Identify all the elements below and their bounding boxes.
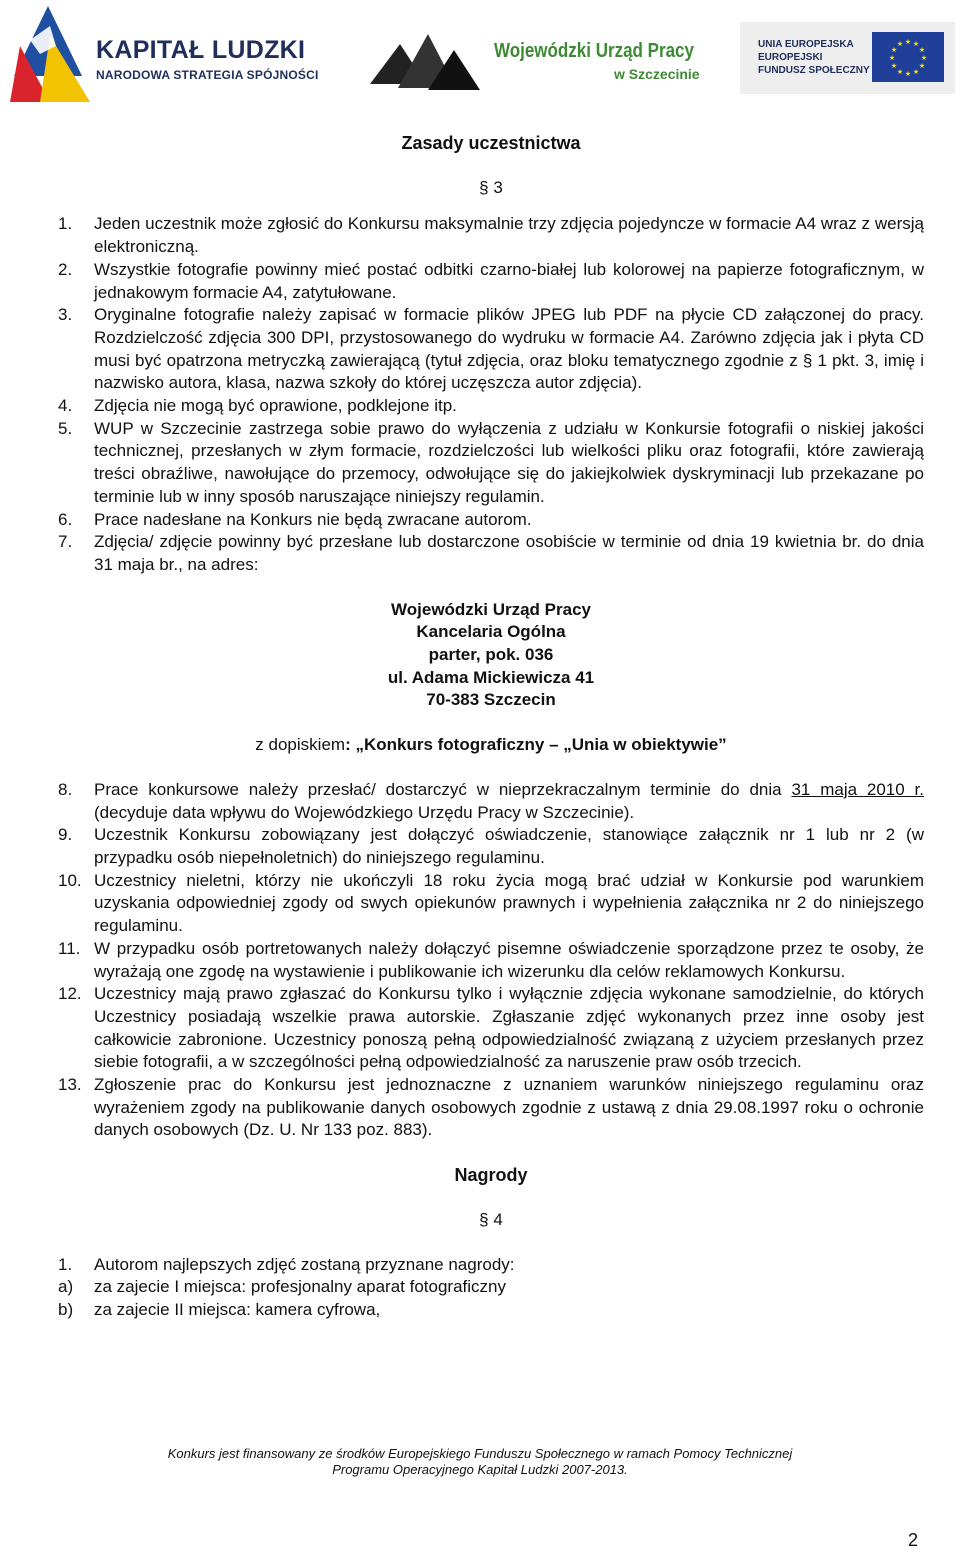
list-item [58,1074,924,1142]
address-line-1: Wojewódzki Urząd Pracy [391,599,591,619]
list-item-number: b) [58,1299,74,1319]
address-note-prefix: z dopiskiem [255,735,346,755]
svg-text:★: ★ [890,46,898,54]
svg-text:★: ★ [890,62,898,70]
section-3-mark: § 3 [479,177,503,197]
eu-line-2: EUROPEJSKI [758,52,823,63]
svg-text:★: ★ [920,54,928,62]
page-footer [0,1446,960,1478]
section-3-list-continued [58,779,924,824]
footer-line-1: Konkurs jest finansowany ze środków Europejskiego Funduszu Społecznego w ramach Pomocy Technicznej [167,1446,793,1461]
list-item-number: 2. [58,259,73,279]
list-item [58,938,924,983]
list-item-number: 3. [58,305,73,325]
list-item-text: Zdjęcia nie mogą być oprawione, podklejone itp. [94,396,457,416]
list-item-number: a) [58,1277,74,1297]
svg-text:★: ★ [888,54,896,62]
page-number: 2 [908,1530,919,1550]
wup-logo-icon [370,26,490,94]
list-item [58,418,924,509]
list-item [58,509,924,532]
list-item-number: 7. [58,532,73,552]
list-item [58,870,924,938]
svg-text:★: ★ [896,40,904,48]
list-item-number: 11. [58,938,81,958]
kapital-ludzki-title: KAPITAŁ LUDZKI [96,36,306,64]
list-item-text: Uczestnicy mają prawo zgłaszać do Konkursu tylko i wyłącznie zdjęcia wykonane samodzielnie, do których Uczestnicy posiadają wszelkie prawa autorskie. Zgłaszanie zdjęć wykonanych przez inne osoby jest całkowicie zabronione. Uczestnicy ponoszą pełną odpowiedzialność związaną z użyciem przesłanych przez siebie fotografii, a w szczególności pełną odpowiedzialność za naruszenie praw osób trzecich. [94,984,924,1072]
svg-text:★: ★ [912,40,920,48]
svg-text:★: ★ [904,70,912,78]
list-item-number: 5. [58,418,73,438]
section-4-title: Nagrody [454,1165,528,1186]
list-item [58,213,924,258]
svg-text:★: ★ [896,68,904,76]
address-block [58,599,924,713]
list-item-number: 10. [58,870,82,890]
list-item-text: Oryginalne fotografie należy zapisać w formacie plików JPEG lub PDF na płycie CD załączonej do pracy. Rozdzielczość zdjęcia 300 DPI, przystosowanego do wydruku w formacie A4. Zarówno zdjęcia jak i płyta CD musi być opatrzona metryczką zawierającą (tytuł zdjęcia, oraz bloku tematycznego zgodnie z § 1 pkt. 3, imię i nazwisko autora, klasa, nazwa szkoły do której uczęszcza autor zdjęcia). [94,305,924,393]
svg-text:★: ★ [912,68,920,76]
footer-line-2: Programu Operacyjnego Kapitał Ludzki 2007-2013. [332,1462,628,1477]
svg-text:★: ★ [918,46,926,54]
list-item-text: WUP w Szczecinie zastrzega sobie prawo do wyłączenia z udziału w Konkursie fotografii o niskiej jakości technicznej, przesłanych w złym formacie, rozdzielczości lub wielkości pliku oraz fotografii, które zawierają treści obraźliwe, nawołujące do przemocy, odwołujące się do jakiejkolwiek dyskryminacji lub przekazane po terminie lub w inny sposób naruszające niniejszy regulamin. [94,418,924,506]
svg-text:★: ★ [904,38,912,46]
list-item-text: za zajecie II miejsca: kamera cyfrowa, [94,1299,381,1319]
list-item-text: Zdjęcia/ zdjęcie powinny być przesłane lub dostarczone osobiście w terminie od dnia 19 kwietnia br. do dnia 31 maja br., na adres: [94,532,924,574]
address-line-2: Kancelaria Ogólna [416,622,566,642]
section-4-list [58,1254,924,1277]
list-item-number: 1. [58,1254,73,1274]
address-line-4: ul. Adama Mickiewicza 41 [387,667,595,687]
list-item-text: Wszystkie fotografie powinny mieć postać odbitki czarno-białej lub kolorowej na papierze fotograficznym, w jednakowym formacie A4, zatytułowane. [94,259,924,302]
list-item-text: Uczestnik Konkursu zobowiązany jest dołączyć oświadczenie, stanowiące załącznik nr 1 lub nr 2 (w przypadku osób niepełnoletnich) do niniejszego regulaminu. [94,825,924,867]
kapital-ludzki-subtitle: NARODOWA STRATEGIA SPÓJNOŚCI [96,68,319,82]
list-item [58,531,924,576]
section-4-mark: § 4 [479,1209,503,1229]
eu-logo-box [740,22,955,94]
list-item-text: za zajecie I miejsca: profesjonalny aparat fotograficzny [94,1277,506,1297]
list-item-number: 1. [58,214,73,234]
list-item [58,1254,924,1277]
eu-text [758,38,870,77]
list-item-text: Zgłoszenie prac do Konkursu jest jednoznaczne z uznaniem warunków niniejszego regulaminu oraz wyrażeniem zgody na publikowanie danych osobowych zgodnie z ustawą z dnia 29.08.1997 roku o ochronie danych osobowych (Dz. U. Nr 133 poz. 883). [94,1075,924,1140]
document-body [58,128,924,1322]
address-line-5: 70-383 Szczecin [426,690,556,710]
list-item-number: 8. [58,779,73,799]
list-item [58,1299,924,1322]
section-3-list [58,213,924,576]
eu-line-3: FUNDUSZ SPOŁECZNY [758,65,870,76]
list-item [58,304,924,395]
list-item-text-end: (decyduje data wpływu do Wojewódzkiego Urzędu Pracy w Szczecinie). [94,802,635,822]
eu-line-1: UNIA EUROPEJSKA [758,39,854,50]
list-item-text: Prace konkursowe należy przesłać/ dostarczyć w nieprzekraczalnym terminie do dnia [94,779,792,799]
page-header [0,0,960,110]
list-item [58,983,924,1074]
list-item [58,824,924,869]
list-item-number: 13. [58,1075,82,1095]
list-item-text: Autorom najlepszych zdjęć zostaną przyznane nagrody: [94,1254,515,1274]
list-item [58,1276,924,1299]
address-note-title: : „Konkurs fotograficzny – „Unia w obiektywie” [345,735,727,755]
list-item-number: 9. [58,825,73,845]
section-3-title: Zasady uczestnictwa [401,133,581,153]
address-line-3: parter, pok. 036 [428,645,554,665]
deadline-date: 31 maja 2010 r. [791,779,924,799]
list-item-text: Prace nadesłane na Konkurs nie będą zwracane autorom. [94,509,532,529]
list-item [58,779,924,824]
list-item-number: 12. [58,984,82,1004]
list-item [58,395,924,418]
eu-flag-icon [872,32,944,82]
wup-title: Wojewódzki Urząd Pracy [494,40,694,62]
list-item-number: 6. [58,509,73,529]
list-item [58,259,924,304]
list-item-text: Uczestnicy nieletni, którzy nie ukończyli 18 roku życia mogą brać udział w Konkursie pod warunkiem uzyskania odpowiedniej zgody od swych opiekunów prawnych i wypełnienia załącznika nr 2 do niniejszego regulaminu. [94,870,924,936]
section-3-list-rest [58,824,924,1142]
wup-subtitle: w Szczecinie [614,66,700,82]
list-item-number: 4. [58,396,73,416]
address-note [58,734,924,757]
svg-text:★: ★ [918,62,926,70]
kapital-ludzki-logo-icon [10,6,90,102]
list-item-text: W przypadku osób portretowanych należy dołączyć pisemne oświadczenie sporządzone przez te osoby, że wyrażają one zgodę na wystawienie i publikowanie ich wizerunku dla celów reklamowych Konkursu. [94,938,924,981]
list-item-text: Jeden uczestnik może zgłosić do Konkursu maksymalnie trzy zdjęcia pojedyncze w formacie A4 wraz z wersją elektroniczną. [94,214,924,257]
prize-list [58,1276,924,1321]
